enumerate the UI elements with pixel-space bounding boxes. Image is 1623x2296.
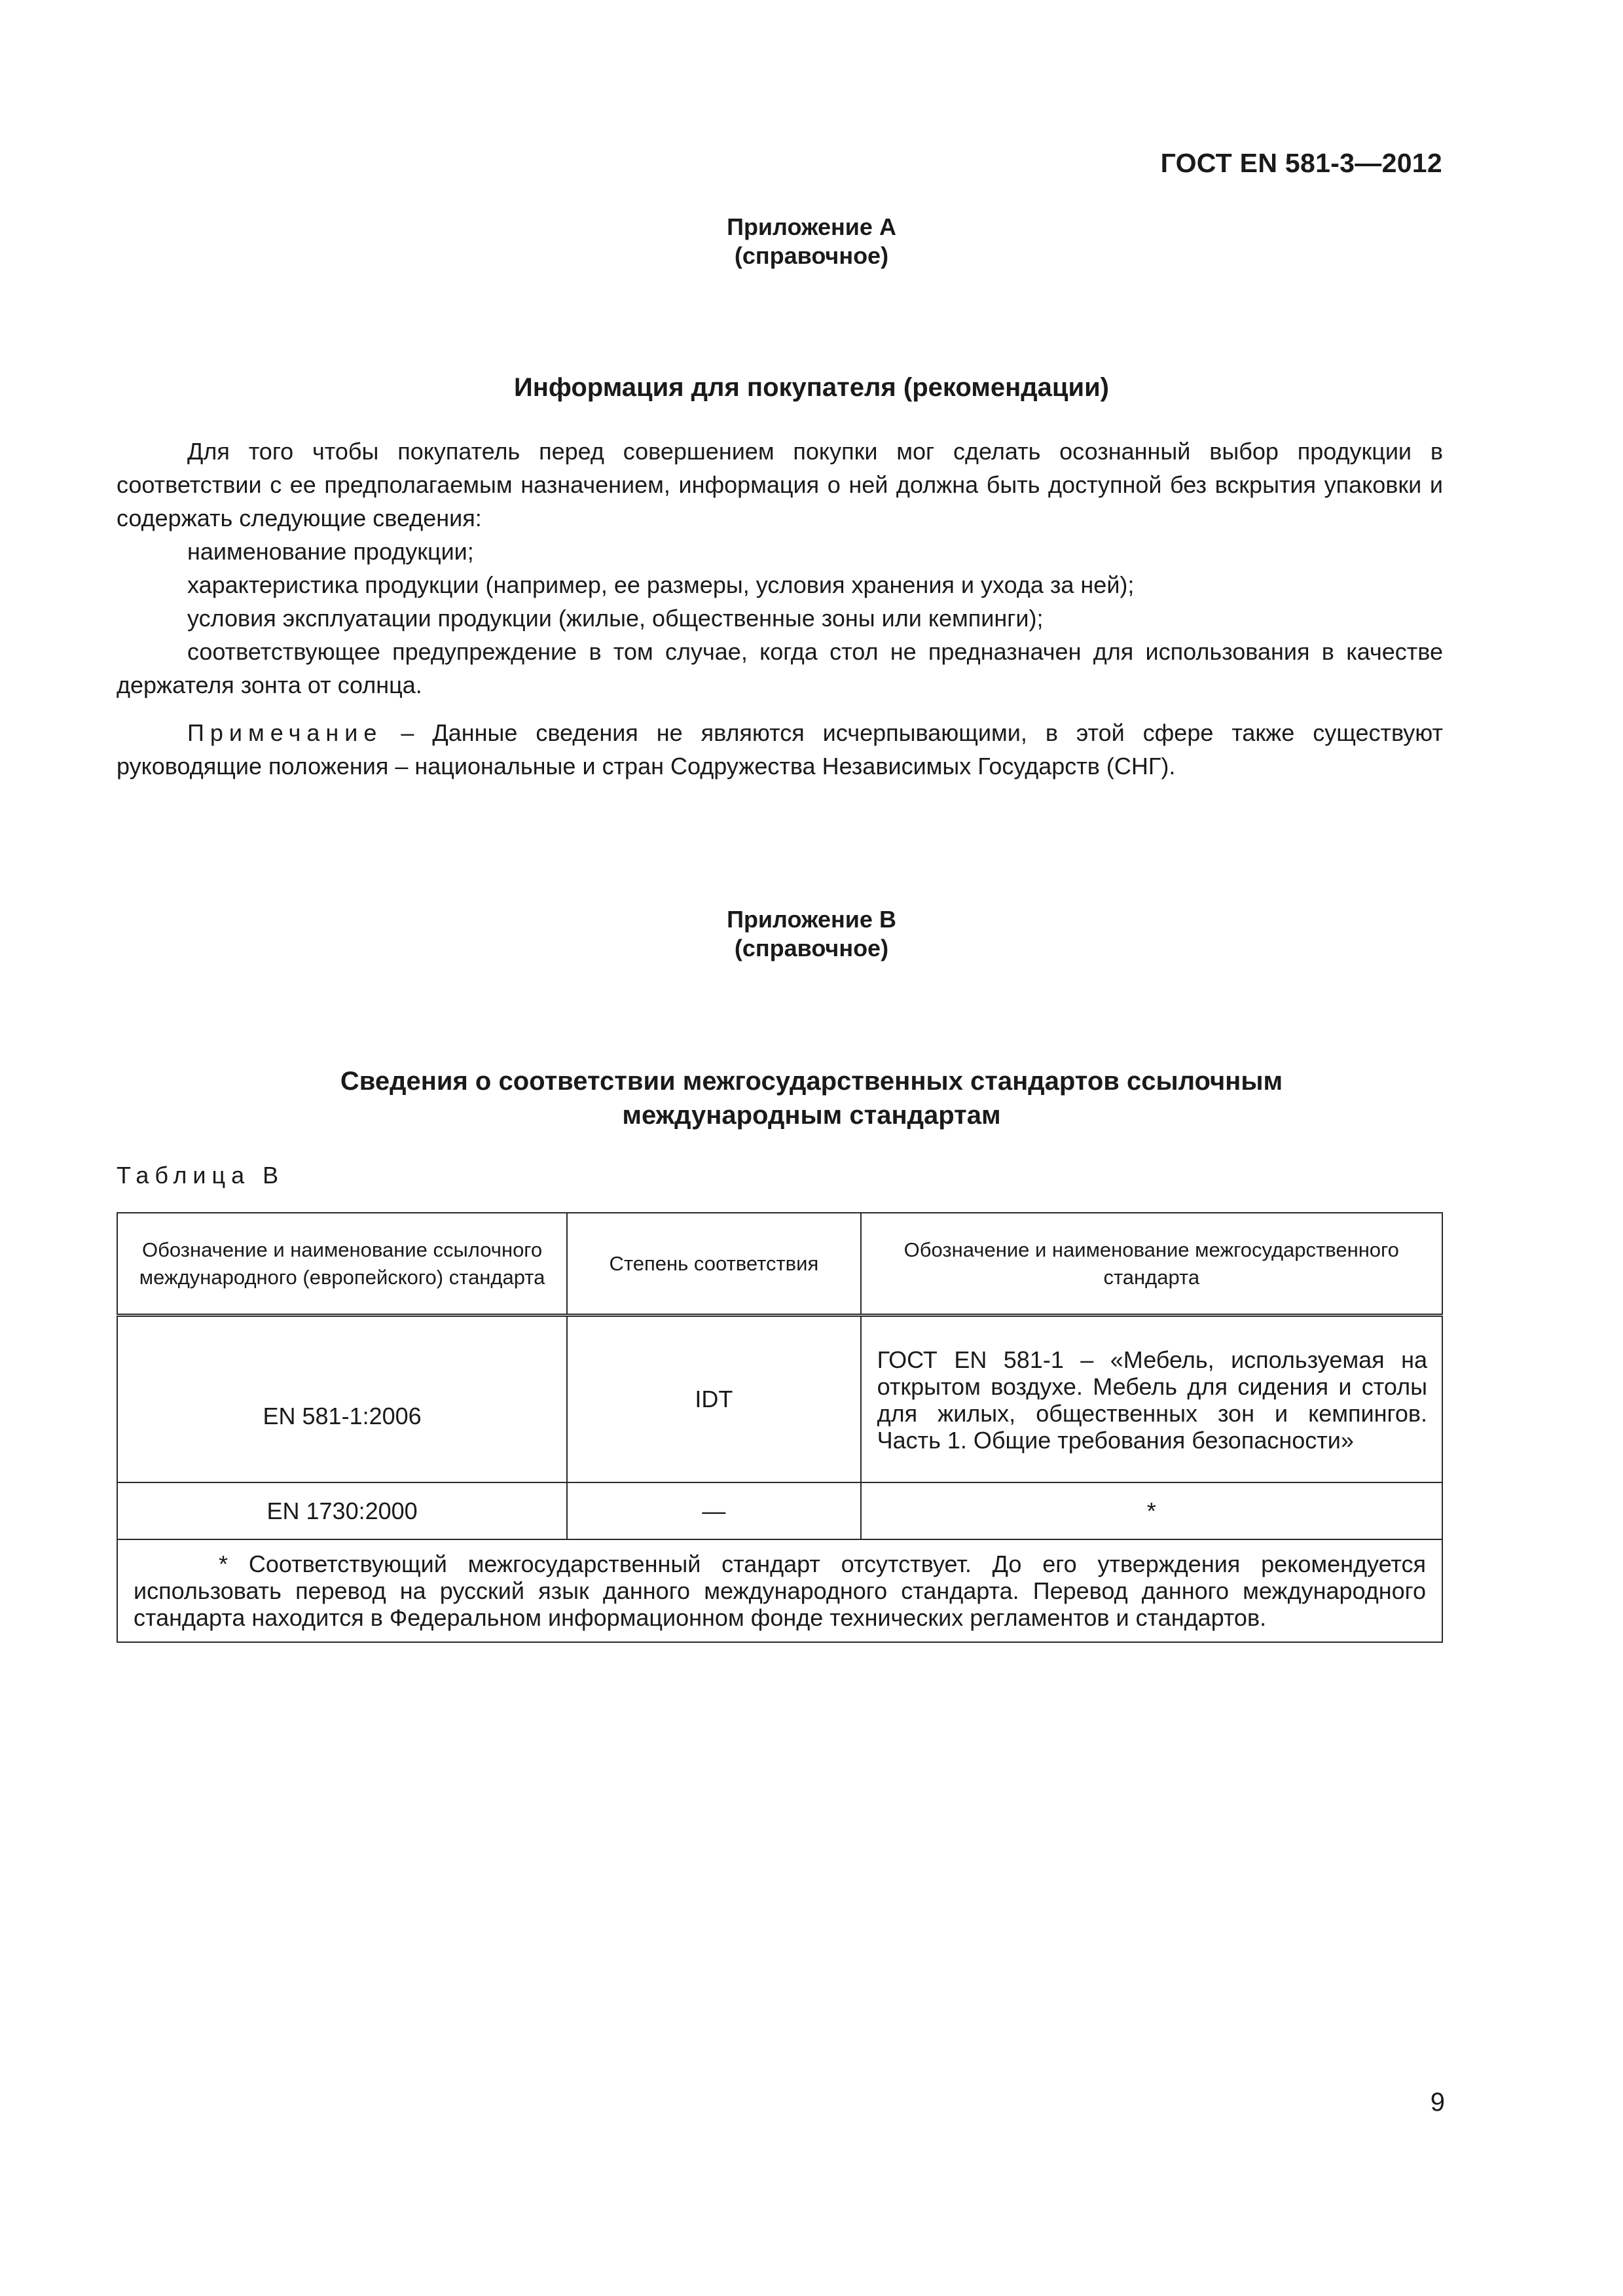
annex-a-item: наименование продукции; xyxy=(187,538,474,565)
annex-a-item: характеристика продукции (например, ее размеры, условия хранения и ухода за ней); xyxy=(187,571,1135,598)
annex-b-section-title-line: Сведения о соответствии межгосударственных стандартов ссылочным xyxy=(340,1067,1283,1096)
annex-b-title: Приложение В xyxy=(727,906,896,933)
annex-b-section-title xyxy=(0,1064,1623,1132)
annex-a-heading xyxy=(0,213,1623,270)
annex-a-item: условия эксплуатации продукции (жилые, общественные зоны или кемпинги); xyxy=(187,605,1044,632)
annex-a-intro: Для того чтобы покупатель перед совершением покупки мог сделать осознанный выбор продукции в соответствии с ее предполагаемым назначением, информация о ней должна быть доступной без вскрытия упаковки и содержать следующие сведения: xyxy=(117,438,1443,531)
note-text: – Данные сведения не являются исчерпывающими, в этой сфере также существуют руководящие положения – национальные и стран Содружества Независимых Государств (СНГ). xyxy=(117,719,1443,780)
document-code: ГОСТ EN 581-3—2012 xyxy=(1160,148,1442,178)
annex-a-subtitle: (справочное) xyxy=(734,242,889,269)
annex-a-item: соответствующее предупреждение в том случае, когда стол не предназначен для использования в качестве держателя зонта от солнца. xyxy=(117,638,1443,698)
annex-a-section-title: Информация для покупателя (рекомендации) xyxy=(513,373,1109,402)
table-header-row xyxy=(117,1213,1442,1316)
annex-a-title: Приложение А xyxy=(727,213,896,240)
table-cell-degree: IDT xyxy=(567,1316,860,1483)
table-cell-national: * xyxy=(861,1482,1442,1539)
standards-correspondence-table xyxy=(117,1212,1443,1643)
table-footnote-row xyxy=(117,1539,1442,1642)
table-cell-ref: EN 1730:2000 xyxy=(117,1482,567,1539)
annex-b-section-title-line: международным стандартам xyxy=(622,1101,1001,1130)
table-header-cell: Обозначение и наименование межгосударственного стандарта xyxy=(861,1213,1442,1316)
table-cell-ref: EN 581-1:2006 xyxy=(117,1316,567,1483)
table-caption: Таблица В xyxy=(117,1162,285,1189)
table-footnote-text: * Соответствующий межгосударственный стандарт отсутствует. До его утверждения рекомендуется использовать перевод на русский язык данного международного стандарта. Перевод данного международного стандарта находится в Федеральном информационном фонде технических регламентов и стандартов. xyxy=(134,1551,1426,1631)
table-cell-national: ГОСТ EN 581-1 – «Мебель, используемая на открытом воздухе. Мебель для сидения и столы для жилых, общественных зон и кемпингов. Часть 1. Общие требования безопасности» xyxy=(861,1316,1442,1483)
table-header-cell: Обозначение и наименование ссылочного международного (европейского) стандарта xyxy=(117,1213,567,1316)
annex-b-subtitle: (справочное) xyxy=(734,935,889,961)
table-row xyxy=(117,1316,1442,1483)
annex-a-body xyxy=(117,435,1443,702)
table-row xyxy=(117,1482,1442,1539)
table-cell-degree: — xyxy=(567,1482,860,1539)
annex-a-note xyxy=(117,716,1443,783)
note-label: Примечание xyxy=(187,719,383,746)
page-number: 9 xyxy=(1430,2088,1445,2117)
annex-b-heading xyxy=(0,905,1623,963)
table-header-cell: Степень соответствия xyxy=(567,1213,860,1316)
table-footnote xyxy=(117,1539,1442,1642)
